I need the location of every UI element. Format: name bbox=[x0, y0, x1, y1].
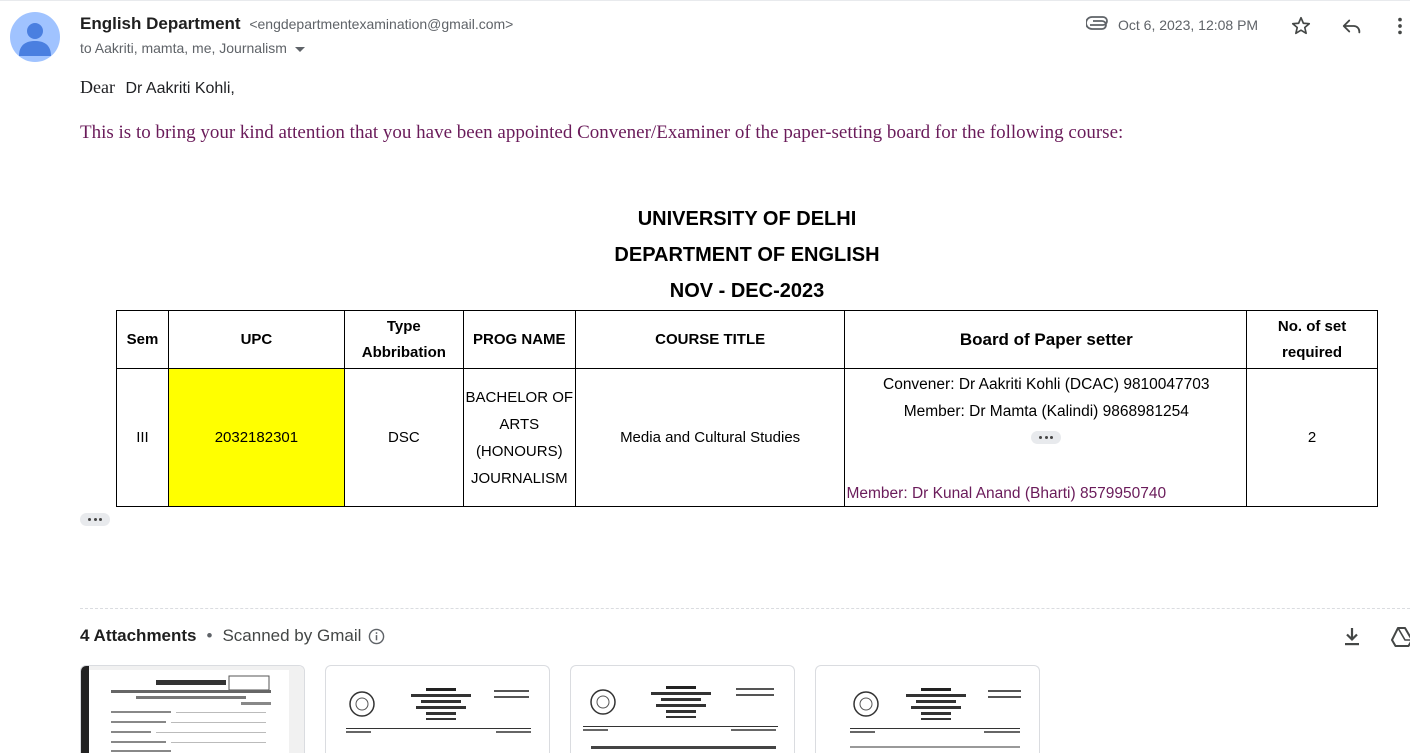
header-sets-line1: No. of set bbox=[1277, 317, 1347, 335]
cell-board bbox=[845, 369, 1247, 507]
intro-paragraph: This is to bring your kind attention that you have been appointed Convener/Examiner of the paper-setting board for the following course: bbox=[80, 122, 1124, 143]
attachments-separator: • bbox=[206, 626, 213, 645]
star-button[interactable] bbox=[1289, 14, 1313, 38]
header-sem: Sem bbox=[117, 311, 169, 369]
header-type-line1: Type bbox=[386, 317, 421, 335]
scanned-label: Scanned by Gmail bbox=[222, 626, 362, 645]
header-sets bbox=[1247, 311, 1378, 369]
top-divider bbox=[0, 0, 1410, 4]
member-line-2: Member: Dr Kunal Anand (Bharti) 8579950740 bbox=[846, 485, 1167, 502]
prog-line3: (HONOURS) bbox=[475, 442, 563, 460]
sender-email: <engdepartmentexamination@gmail.com> bbox=[249, 16, 514, 32]
table-row bbox=[117, 369, 1378, 507]
convener-line: Convener: Dr Aakriti Kohli (DCAC) 9810047703 bbox=[883, 376, 1210, 393]
letterhead-document-thumbnail bbox=[571, 666, 795, 753]
chevron-down-icon[interactable] bbox=[295, 47, 305, 52]
recipients-text: to Aakriti, mamta, me, Journalism bbox=[80, 40, 287, 56]
sender-avatar[interactable] bbox=[10, 12, 60, 62]
cell-prog bbox=[463, 369, 575, 507]
recipients-toggle[interactable] bbox=[80, 40, 305, 56]
paper-setting-table bbox=[116, 310, 1378, 507]
attachments-divider bbox=[80, 608, 1410, 609]
letterhead-document-thumbnail bbox=[816, 666, 1040, 753]
heading-session: NOV - DEC-2023 bbox=[669, 280, 825, 302]
header-upc: UPC bbox=[168, 311, 344, 369]
info-icon[interactable] bbox=[368, 628, 385, 645]
prog-line4: JOURNALISM bbox=[470, 469, 568, 487]
greeting-name: Dr Aakriti Kohli, bbox=[125, 80, 235, 97]
sender-name[interactable]: English Department bbox=[80, 14, 241, 33]
header-prog: PROG NAME bbox=[463, 311, 575, 369]
sender-line bbox=[80, 14, 513, 34]
scanned-document-thumbnail bbox=[81, 666, 305, 753]
prog-line2: ARTS bbox=[499, 415, 540, 433]
show-quoted-text-button[interactable] bbox=[80, 513, 110, 526]
greeting-word: Dear bbox=[80, 77, 115, 97]
more-options-button[interactable] bbox=[1388, 14, 1410, 38]
star-icon bbox=[1290, 15, 1312, 37]
add-to-drive-icon[interactable] bbox=[1390, 625, 1410, 649]
letterhead-document-thumbnail bbox=[326, 666, 550, 753]
cell-sem: III bbox=[117, 369, 169, 507]
more-vert-icon bbox=[1389, 15, 1410, 37]
header-sets-line2: required bbox=[1282, 343, 1343, 361]
prog-line1: BACHELOR OF bbox=[465, 388, 574, 406]
header-board: Board of Paper setter bbox=[845, 311, 1247, 369]
download-icon[interactable] bbox=[1340, 625, 1364, 649]
paperclip-icon bbox=[1086, 16, 1110, 34]
heading-university: UNIVERSITY OF DELHI bbox=[637, 208, 857, 230]
cell-course: Media and Cultural Studies bbox=[575, 369, 845, 507]
person-icon bbox=[10, 12, 60, 62]
reply-icon bbox=[1341, 15, 1363, 37]
message-date: Oct 6, 2023, 12:08 PM bbox=[1118, 17, 1259, 33]
cell-sets: 2 bbox=[1247, 369, 1378, 507]
cell-upc: 2032182301 bbox=[168, 369, 344, 507]
attachments-header bbox=[80, 626, 385, 646]
message-meta bbox=[1086, 14, 1258, 36]
greeting bbox=[80, 77, 235, 98]
attachment-thumbnail-3[interactable] bbox=[570, 665, 795, 753]
attachments-title: 4 Attachments bbox=[80, 626, 197, 645]
heading-department: DEPARTMENT OF ENGLISH bbox=[614, 244, 880, 266]
show-trimmed-content-button[interactable] bbox=[1031, 431, 1061, 444]
member-line-1: Member: Dr Mamta (Kalindi) 9868981254 bbox=[903, 403, 1189, 420]
table-header-row bbox=[117, 311, 1378, 369]
attachment-thumbnail-2[interactable] bbox=[325, 665, 550, 753]
header-type-line2: Abbribation bbox=[361, 343, 446, 361]
header-course: COURSE TITLE bbox=[575, 311, 845, 369]
attachment-thumbnail-1[interactable] bbox=[80, 665, 305, 753]
header-type bbox=[344, 311, 463, 369]
cell-type: DSC bbox=[344, 369, 463, 507]
reply-button[interactable] bbox=[1340, 14, 1364, 38]
attachment-thumbnail-4[interactable] bbox=[815, 665, 1040, 753]
